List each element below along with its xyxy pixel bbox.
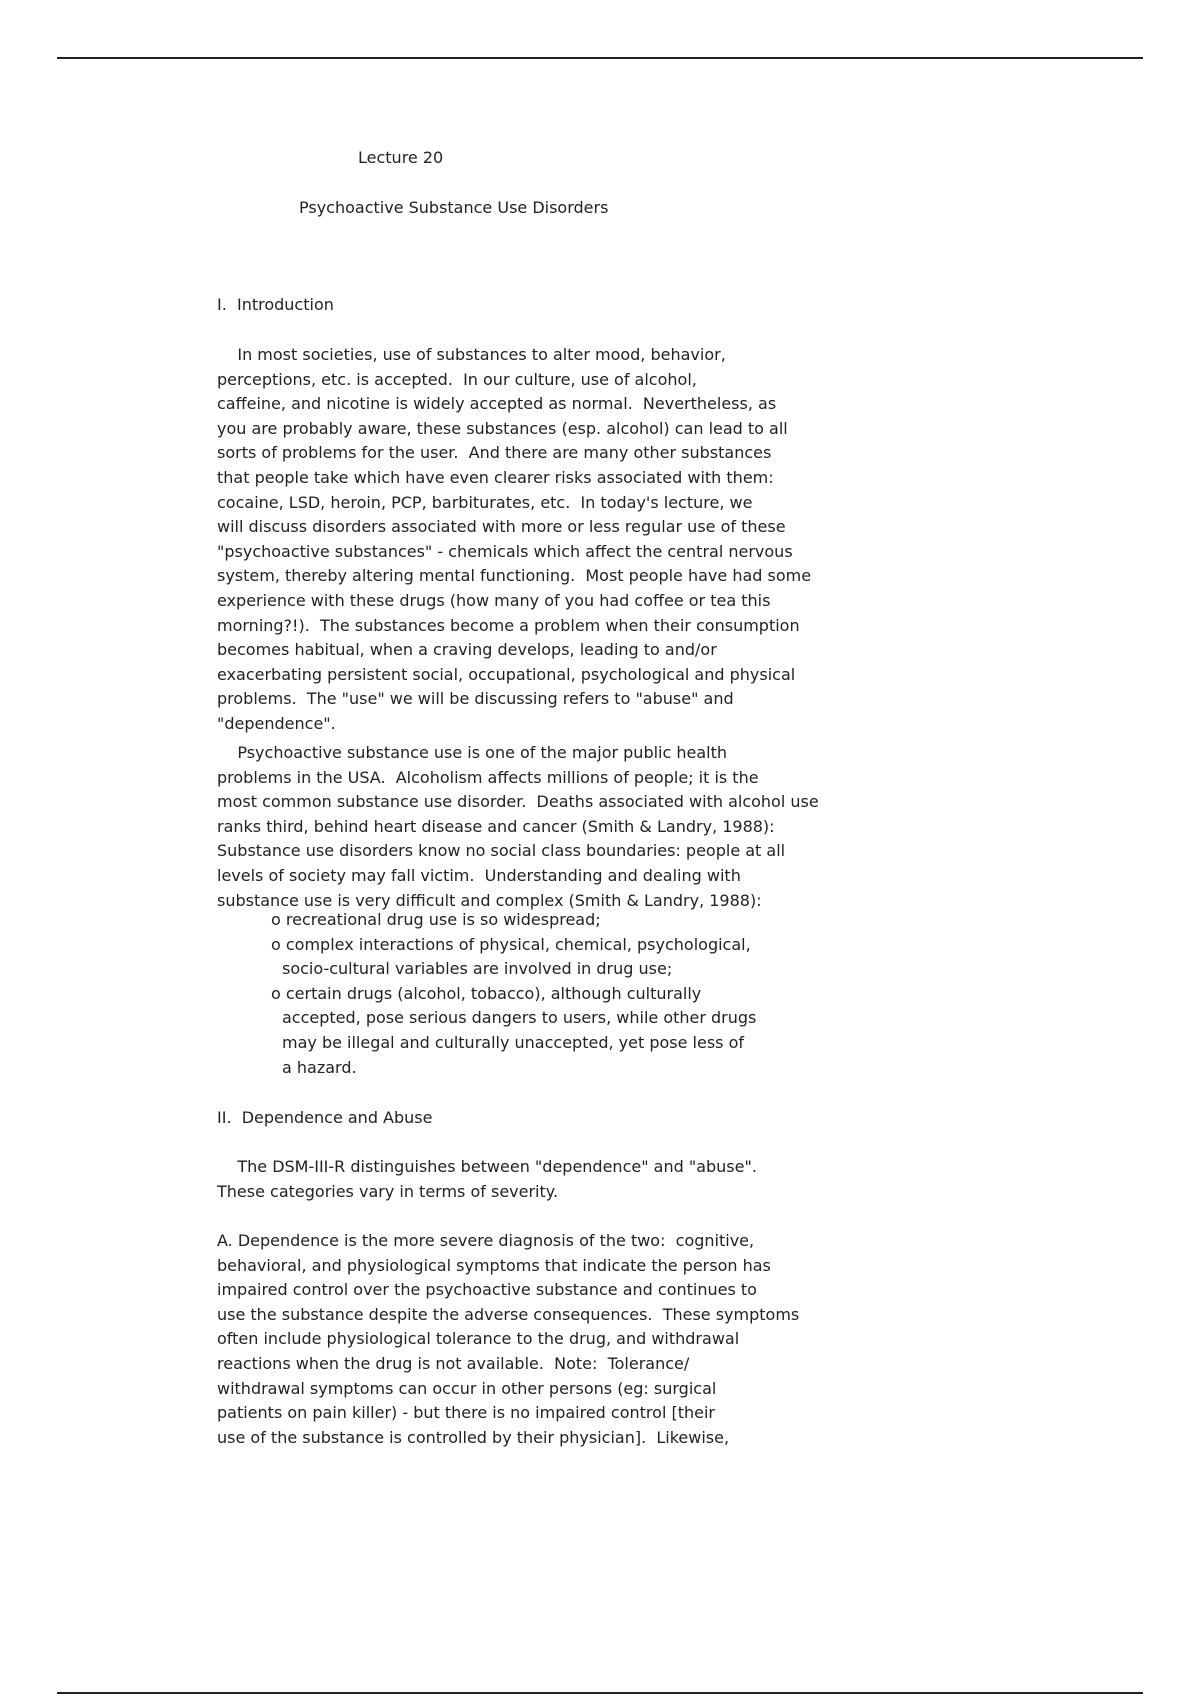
text-line: sorts of problems for the user. And there are many other substances [217,443,772,463]
list-item-continuation: a hazard. [282,1057,357,1077]
section-heading-introduction: I. Introduction [217,295,334,314]
text-line: Psychoactive substance use is one of the major public health [217,743,728,762]
text-line: you are probably aware, these substances (esp. alcohol) can lead to all [217,418,788,438]
text-line: "dependence". [217,713,336,733]
list-item: o recreational drug use is so widespread; [271,910,601,929]
text-line: problems in the USA. Alcoholism affects millions of people; it is the [217,767,759,787]
text-line: levels of society may fall victim. Understanding and dealing with [217,865,741,885]
text-line: "psychoactive substances" - chemicals which affect the central nervous [217,541,793,561]
text-line: patients on pain killer) - but there is no impaired control [their [217,1403,715,1423]
text-line: In most societies, use of substances to alter mood, behavior, [217,345,726,364]
text-line: most common substance use disorder. Deaths associated with alcohol use [217,792,819,812]
text-line: that people take which have even clearer risks associated with them: [217,467,774,487]
text-line: These categories vary in terms of severity. [217,1181,559,1201]
text-line: system, thereby altering mental functioning. Most people have had some [217,566,812,586]
text-line: reactions when the drug is not available. Note: Tolerance/ [217,1353,690,1373]
text-line: becomes habitual, when a craving develops, leading to and/or [217,640,717,660]
text-line: ranks third, behind heart disease and cancer (Smith & Landry, 1988): [217,816,775,836]
bullet-list [271,908,756,1080]
text-line: often include physiological tolerance to the drug, and withdrawal [217,1329,740,1349]
list-item-continuation: accepted, pose serious dangers to users, while other drugs [282,1008,757,1028]
text-line: impaired control over the psychoactive substance and continues to [217,1280,757,1300]
page-subtitle: Psychoactive Substance Use Disorders [299,198,609,217]
text-line: use the substance despite the adverse consequences. These symptoms [217,1304,800,1324]
intro-paragraph-1 [217,343,811,737]
page-title: Lecture 20 [358,148,444,167]
text-line: exacerbating persistent social, occupational, psychological and physical [217,664,796,684]
text-line: use of the substance is controlled by their physician]. Likewise, [217,1427,730,1447]
text-line: caffeine, and nicotine is widely accepted as normal. Nevertheless, as [217,394,777,414]
text-line: behavioral, and physiological symptoms that indicate the person has [217,1255,771,1275]
text-line: A. Dependence is the more severe diagnosis of the two: cognitive, [217,1231,755,1250]
text-line: withdrawal symptoms can occur in other persons (eg: surgical [217,1378,717,1398]
text-line: experience with these drugs (how many of you had coffee or tea this [217,590,771,610]
text-line: perceptions, etc. is accepted. In our culture, use of alcohol, [217,369,697,389]
section-heading-dependence-abuse: II. Dependence and Abuse [217,1108,433,1127]
dependence-paragraph-1 [217,1155,757,1204]
dependence-paragraph-2 [217,1229,799,1450]
text-line: substance use is very difficult and complex (Smith & Landry, 1988): [217,890,762,910]
text-line: will discuss disorders associated with more or less regular use of these [217,517,786,537]
text-line: cocaine, LSD, heroin, PCP, barbiturates, etc. In today's lecture, we [217,492,753,512]
text-line: Substance use disorders know no social class boundaries: people at all [217,841,786,861]
list-item-continuation: may be illegal and culturally unaccepted, yet pose less of [282,1032,744,1052]
list-item: o complex interactions of physical, chemical, psychological, [271,934,751,954]
text-line: morning?!). The substances become a problem when their consumption [217,615,800,635]
list-item-continuation: socio-cultural variables are involved in drug use; [282,959,673,979]
text-line: The DSM-III-R distinguishes between "dependence" and "abuse". [217,1157,757,1176]
text-line: problems. The "use" we will be discussing refers to "abuse" and [217,689,734,709]
intro-paragraph-2 [217,741,819,913]
list-item: o certain drugs (alcohol, tobacco), although culturally [271,983,702,1003]
